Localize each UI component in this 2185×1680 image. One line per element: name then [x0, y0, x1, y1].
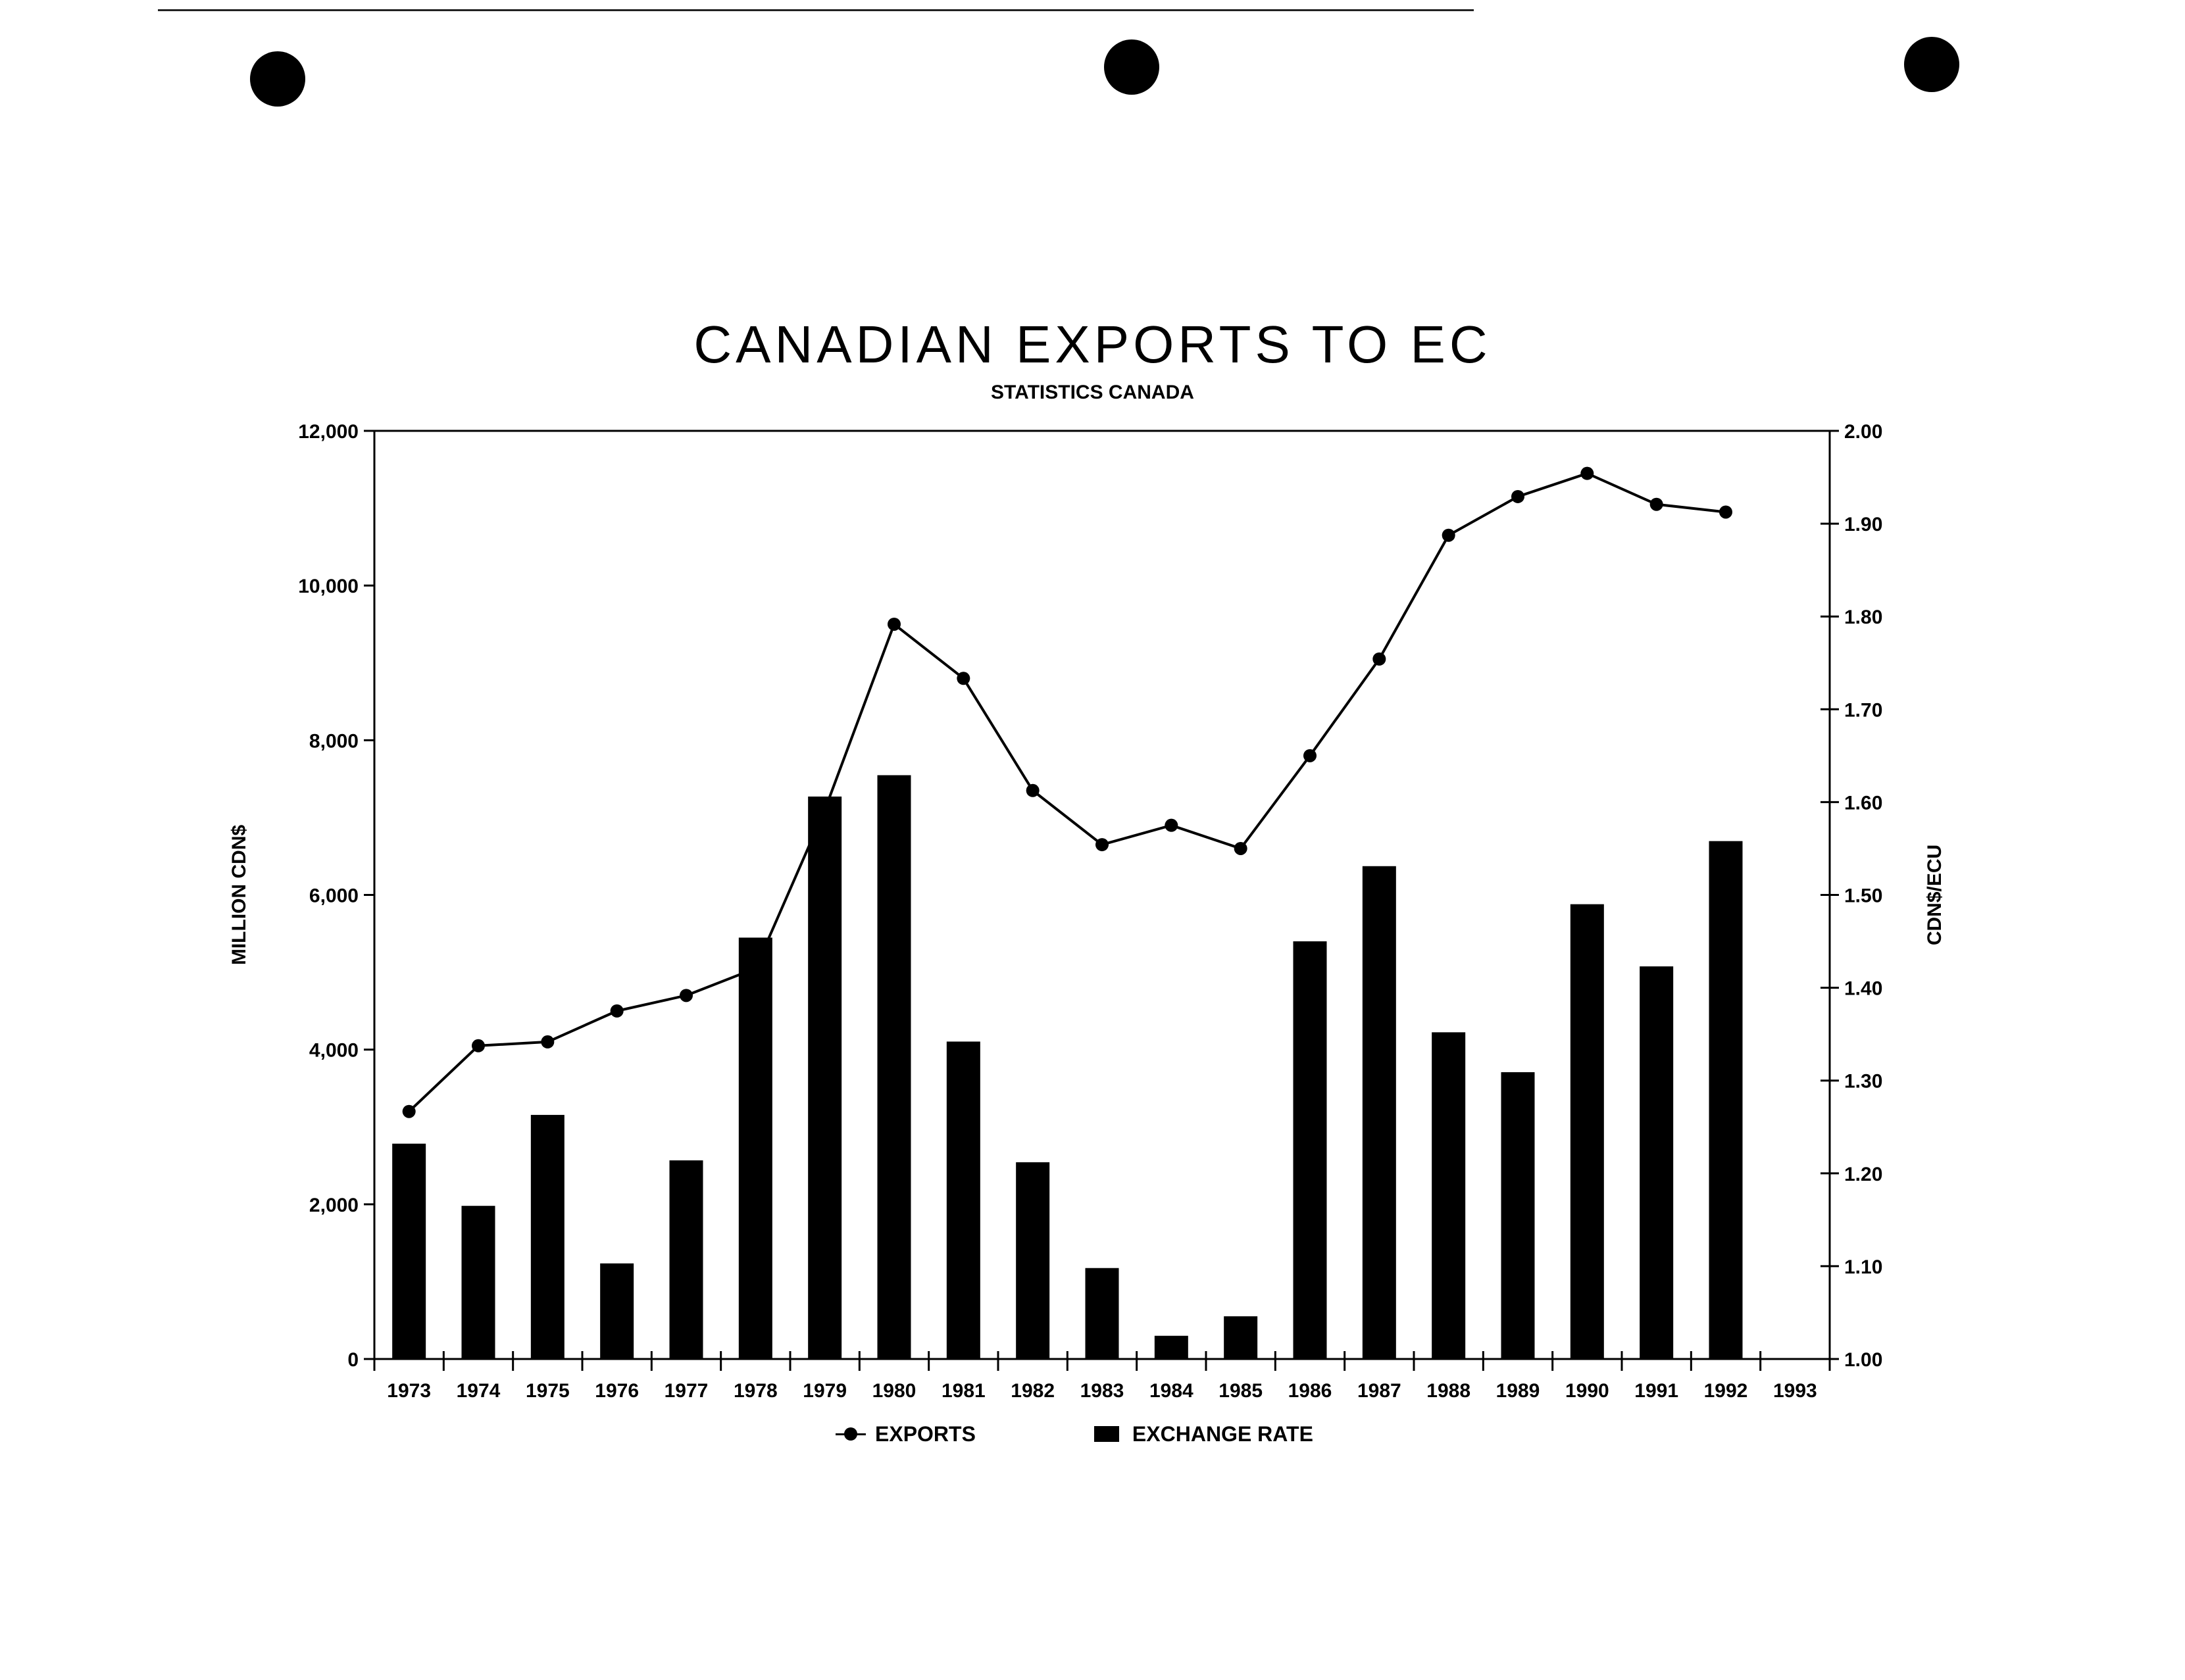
bar-exchange-rate-1982: [1016, 1162, 1049, 1359]
x-tick-label: 1993: [1772, 1380, 1817, 1402]
exchange-rate-bars: [392, 775, 1742, 1359]
exports-line-series: [403, 467, 1732, 1118]
x-tick-label: 1981: [941, 1380, 986, 1402]
y-tick-label-left: 10,000: [298, 576, 359, 598]
bar-exchange-rate-1991: [1640, 966, 1673, 1359]
x-tick-label: 1974: [456, 1380, 501, 1402]
y-tick-label-right: 1.40: [1844, 977, 1883, 1000]
bar-exchange-rate-1984: [1155, 1336, 1188, 1359]
x-tick-label: 1982: [1011, 1380, 1055, 1402]
y-tick-label-right: 2.00: [1844, 421, 1883, 443]
chart-title: CANADIAN EXPORTS TO EC: [693, 315, 1492, 374]
y-tick-label-left: 12,000: [298, 421, 359, 443]
x-tick-label: 1975: [525, 1380, 570, 1402]
line-marker-icon: [836, 1421, 866, 1447]
y-tick-label-left: 8,000: [309, 730, 359, 753]
y-tick-label-right: 1.50: [1844, 885, 1883, 907]
bar-exchange-rate-1975: [531, 1115, 565, 1359]
point-exports-1987: [1372, 653, 1386, 666]
point-exports-1978: [749, 962, 762, 975]
point-exports-1983: [1095, 838, 1109, 851]
point-exports-1981: [957, 672, 970, 685]
bar-exchange-rate-1986: [1293, 941, 1327, 1359]
bar-exchange-rate-1983: [1086, 1268, 1119, 1359]
x-tick-label: 1983: [1080, 1380, 1124, 1402]
chart-subtitle: STATISTICS CANADA: [991, 382, 1194, 403]
x-tick-label: 1979: [803, 1380, 847, 1402]
point-exports-1986: [1303, 749, 1317, 762]
bar-exchange-rate-1990: [1570, 904, 1604, 1359]
point-exports-1991: [1650, 498, 1663, 511]
legend-label-exports: EXPORTS: [875, 1421, 976, 1446]
legend-item-exports: [836, 1421, 976, 1447]
y-tick-label-right: 1.20: [1844, 1163, 1883, 1185]
bar-swatch-icon: [1094, 1426, 1119, 1442]
y-tick-label-left: 2,000: [309, 1194, 359, 1216]
x-tick-label: 1991: [1634, 1380, 1679, 1402]
x-tick-label: 1990: [1565, 1380, 1609, 1402]
x-tick-label: 1976: [595, 1380, 640, 1402]
x-tick-label: 1988: [1426, 1380, 1471, 1402]
point-exports-1982: [1026, 784, 1040, 797]
y-tick-label-left: 6,000: [309, 885, 359, 907]
legend-label-exchange-rate: EXCHANGE RATE: [1132, 1421, 1313, 1446]
point-exports-1979: [818, 803, 832, 816]
bar-exchange-rate-1980: [878, 775, 911, 1359]
bar-exchange-rate-1988: [1432, 1032, 1465, 1359]
x-tick-label: 1987: [1357, 1380, 1401, 1402]
point-exports-1976: [611, 1004, 624, 1018]
bar-exchange-rate-1985: [1224, 1316, 1257, 1359]
y-tick-label-left: 4,000: [309, 1039, 359, 1062]
bar-exchange-rate-1981: [947, 1041, 980, 1359]
y-axis-title-right: CDN$/ECU: [1924, 844, 1946, 946]
plot-frame: [374, 431, 1830, 1359]
y-tick-label-right: 1.70: [1844, 699, 1883, 722]
y-tick-label-right: 1.80: [1844, 606, 1883, 629]
x-tick-label: 1973: [387, 1380, 432, 1402]
point-exports-1985: [1234, 842, 1247, 855]
bar-exchange-rate-1977: [670, 1160, 703, 1359]
chart-axes: [364, 431, 1839, 1371]
bar-exchange-rate-1978: [739, 937, 772, 1359]
y-tick-label-right: 1.30: [1844, 1070, 1883, 1093]
x-tick-label: 1978: [733, 1380, 778, 1402]
y-tick-label-left: 0: [347, 1349, 359, 1371]
bar-exchange-rate-1974: [462, 1206, 495, 1359]
bar-exchange-rate-1976: [600, 1264, 634, 1359]
point-exports-1984: [1165, 819, 1178, 832]
x-tick-label: 1984: [1149, 1380, 1193, 1402]
line-exports: [409, 474, 1726, 1112]
bar-exchange-rate-1987: [1363, 866, 1396, 1359]
y-tick-label-right: 1.60: [1844, 792, 1883, 814]
y-tick-label-right: 1.90: [1844, 514, 1883, 536]
point-exports-1977: [680, 989, 693, 1002]
point-exports-1990: [1580, 467, 1594, 480]
bar-exchange-rate-1989: [1501, 1072, 1535, 1359]
legend-item-exchange-rate: [1094, 1422, 1313, 1446]
x-tick-label: 1980: [872, 1380, 917, 1402]
bar-exchange-rate-1979: [808, 797, 841, 1359]
y-tick-label-right: 1.00: [1844, 1349, 1883, 1371]
y-axis-title-left: MILLION CDN$: [228, 824, 250, 966]
point-exports-1988: [1442, 529, 1455, 542]
x-tick-label: 1977: [664, 1380, 709, 1402]
x-tick-label: 1992: [1703, 1380, 1748, 1402]
point-exports-1974: [472, 1039, 485, 1052]
point-exports-1975: [541, 1035, 554, 1049]
bar-exchange-rate-1973: [392, 1144, 426, 1359]
y-tick-label-right: 1.10: [1844, 1256, 1883, 1278]
point-exports-1980: [888, 618, 901, 631]
point-exports-1992: [1719, 505, 1732, 518]
x-tick-label: 1985: [1218, 1380, 1263, 1402]
bar-exchange-rate-1992: [1709, 841, 1743, 1359]
x-tick-label: 1986: [1288, 1380, 1332, 1402]
x-tick-label: 1989: [1495, 1380, 1540, 1402]
point-exports-1989: [1511, 490, 1524, 503]
legend: [836, 1421, 1313, 1447]
point-exports-1973: [403, 1105, 416, 1118]
